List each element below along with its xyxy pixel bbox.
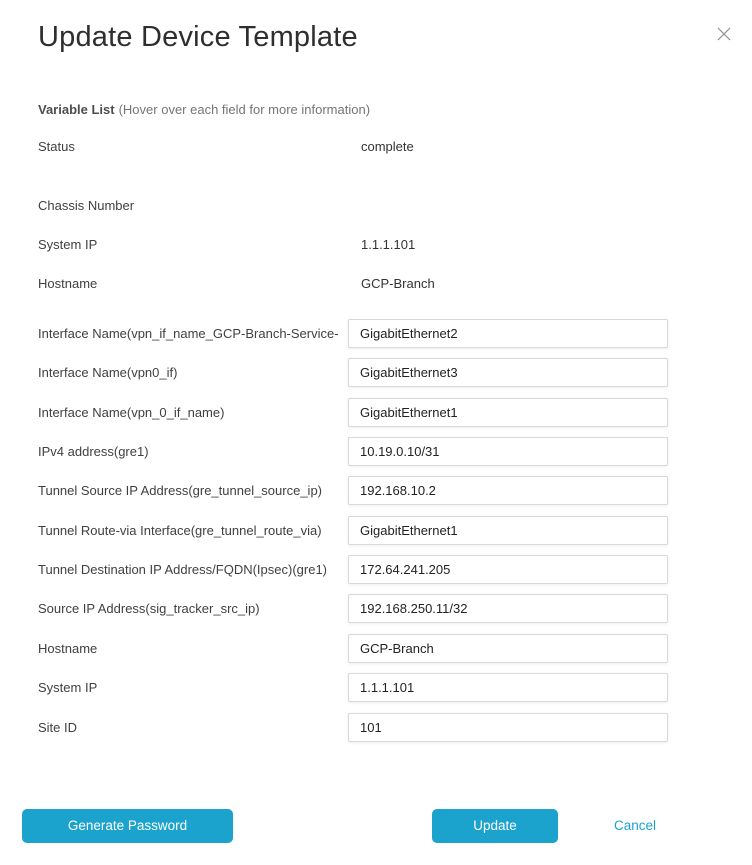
field-input[interactable] [348,319,668,348]
field-input[interactable] [348,594,668,623]
field-label: Source IP Address(sig_tracker_src_ip) [38,601,260,617]
close-icon[interactable] [715,25,733,43]
variable-list-title: Variable List [38,102,115,117]
field-input[interactable] [348,437,668,466]
field-value: 1.1.1.101 [361,236,416,252]
field-label: Tunnel Source IP Address(gre_tunnel_source_ip) [38,483,323,499]
field-value: GCP-Branch [361,276,435,292]
dialog-footer [0,809,752,843]
field-input[interactable] [348,713,668,742]
field-input[interactable] [348,476,668,505]
field-input[interactable] [348,555,668,584]
static-field-row [0,264,752,303]
update-button[interactable]: Update [432,809,558,843]
input-field-row [0,589,752,628]
static-field-row [0,225,752,264]
field-value: complete [361,139,414,155]
field-label: Site ID [38,719,78,735]
field-label: Interface Name(vpn_0_if_name) [38,404,225,420]
input-field-row [0,353,752,392]
field-label: Tunnel Destination IP Address/FQDN(Ipsec)(gre1) [38,562,328,578]
variable-list-header [0,103,752,117]
generate-password-button[interactable]: Generate Password [22,809,233,843]
field-input[interactable] [348,516,668,545]
field-label: Interface Name(vpn0_if) [38,365,178,381]
input-field-row [0,314,752,353]
input-field-row [0,707,752,746]
field-input[interactable] [348,634,668,663]
field-label: Tunnel Route-via Interface(gre_tunnel_route_via) [38,522,322,538]
input-field-row [0,629,752,668]
field-label: Interface Name(vpn_if_name_GCP-Branch-Service- [38,325,339,341]
field-label: Chassis Number [38,197,135,213]
field-label: Hostname [38,640,98,656]
field-input[interactable] [348,673,668,702]
field-input[interactable] [348,358,668,387]
input-field-row [0,668,752,707]
update-device-template-dialog [0,20,752,865]
field-label: System IP [38,680,98,696]
input-field-list [0,314,752,747]
static-field-row [0,185,752,224]
static-field-list [0,127,752,304]
cancel-button[interactable]: Cancel [614,818,657,834]
input-field-row [0,432,752,471]
field-input[interactable] [348,398,668,427]
variable-list-hint: (Hover over each field for more information) [118,102,371,117]
field-label: IPv4 address(gre1) [38,443,149,459]
field-label: Hostname [38,276,98,292]
static-field-row [0,127,752,166]
page-title: Update Device Template [38,21,358,53]
input-field-row [0,392,752,431]
field-label: System IP [38,236,98,252]
input-field-row [0,471,752,510]
input-field-row [0,550,752,589]
field-label: Status [38,139,75,155]
input-field-row [0,511,752,550]
